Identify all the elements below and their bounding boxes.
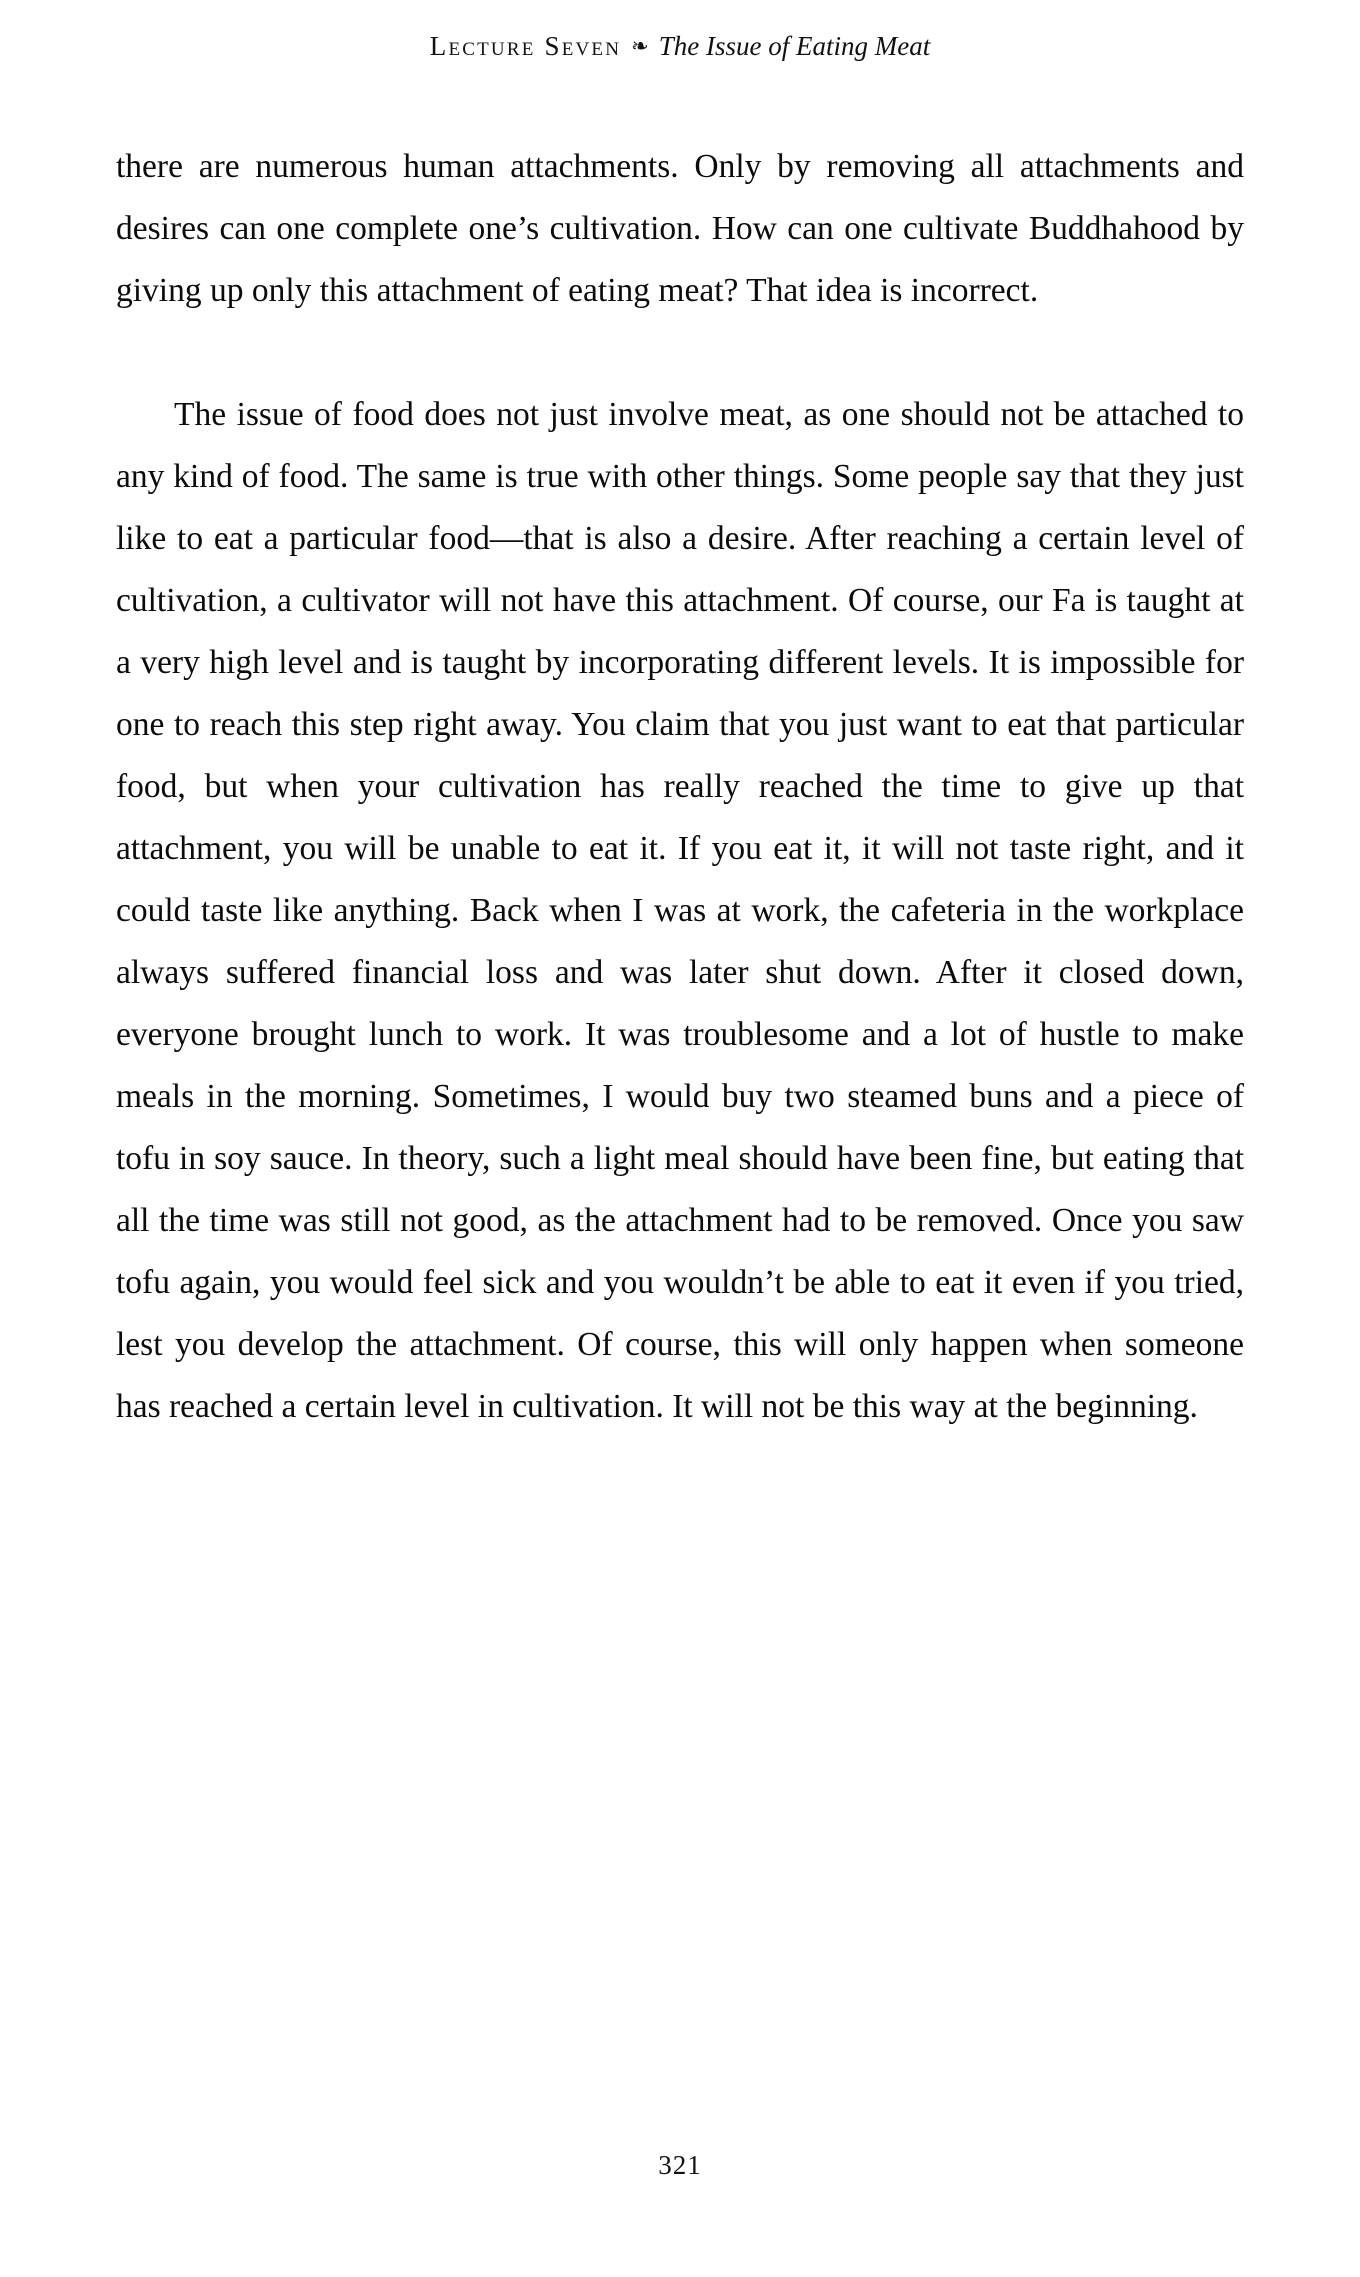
page-number: 321 xyxy=(658,2150,702,2180)
running-head-title: The Issue of Eating Meat xyxy=(658,31,931,61)
running-head-lecture: Lecture Seven xyxy=(429,31,622,61)
book-page xyxy=(0,30,1360,2277)
leaf-ornament-icon: ❧ xyxy=(631,34,649,58)
running-head xyxy=(0,30,1360,62)
body-text-column xyxy=(116,62,1244,1438)
paragraph: The issue of food does not just involve meat, as one should not be attached to any kind of food. The same is true with other things. Some people say that they just like to eat a particular food—that is also a desire. After reaching a certain level of cultivation, a cultivator will not have this attachment. Of course, our Fa is taught at a very high level and is taught by incorporating different levels. It is impossible for one to reach this step right away. You claim that you just want to eat that particular food, but when your cultivation has really reached the time to give up that attachment, you will be unable to eat it. If you eat it, it will not taste right, and it could taste like anything. Back when I was at work, the cafeteria in the workplace always suffered financial loss and was later shut down. After it closed down, everyone brought lunch to work. It was troublesome and a lot of hustle to make meals in the morning. Sometimes, I would buy two steamed buns and a piece of tofu in soy sauce. In theory, such a light meal should have been fine, but eating that all the time was still not good, as the attachment had to be removed. Once you saw tofu again, you would feel sick and you wouldn’t be able to eat it even if you tried, lest you develop the attachment. Of course, this will only happen when someone has reached a certain level in cultivation. It will not be this way at the beginning. xyxy=(116,396,1244,1426)
paragraph: there are numerous human attachments. Only by removing all attachments and desires can one complete one’s cultivation. How can one cultivate Buddhahood by giving up only this attachment of eating meat? That idea is incorrect. xyxy=(116,148,1244,310)
